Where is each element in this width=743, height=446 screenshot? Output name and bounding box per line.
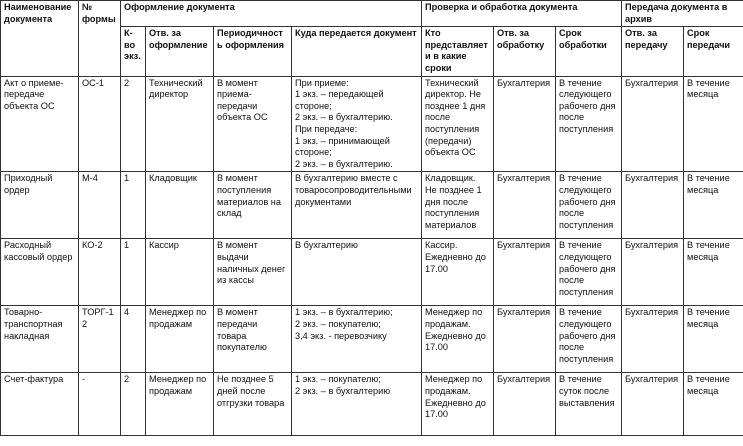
header-who-when: Кто представляет и в какие сроки (422, 27, 494, 76)
cell-proc-term: В течение следующего рабочего дня после поступления (556, 172, 622, 239)
header-where-sent: Куда передается документ (292, 27, 422, 76)
cell-who-when: Менеджер по продажам. Ежедневно до 17.00 (422, 373, 494, 436)
cell-form-no: КО-2 (79, 239, 121, 306)
table-row (1, 172, 743, 239)
cell-resp-exec: Менеджер по продажам (146, 373, 214, 436)
cell-proc-term: В течение следующего рабочего дня после поступления (556, 306, 622, 373)
cell-form-no: ТОРГ-12 (79, 306, 121, 373)
header-resp-transfer: Отв. за передачу (622, 27, 684, 76)
cell-resp-proc: Бухгалтерия (494, 373, 556, 436)
header-resp-exec: Отв. за оформление (146, 27, 214, 76)
cell-form-no: М-4 (79, 172, 121, 239)
cell-resp-exec: Технический директор (146, 76, 214, 172)
cell-proc-term: В течение следующего рабочего дня после поступления (556, 76, 622, 172)
cell-transfer-term: В течение месяца (684, 373, 743, 436)
header-row-top (1, 1, 743, 27)
cell-copies: 2 (121, 373, 146, 436)
cell-resp-proc: Бухгалтерия (494, 76, 556, 172)
header-transfer-term: Срок передачи (684, 27, 743, 76)
header-checking: Проверка и обработка документа (422, 1, 622, 27)
cell-resp-transfer: Бухгалтерия (622, 76, 684, 172)
cell-proc-term: В течение суток после выставления (556, 373, 622, 436)
cell-periodicity: В момент передачи товара покупателю (214, 306, 292, 373)
cell-resp-transfer: Бухгалтерия (622, 373, 684, 436)
cell-who-when: Технический директор. Не позднее 1 дня после поступления (передачи) объекта ОС (422, 76, 494, 172)
cell-copies: 1 (121, 172, 146, 239)
cell-periodicity: В момент поступления материалов на склад (214, 172, 292, 239)
cell-doc-name: Счет-фактура (1, 373, 79, 436)
cell-transfer-term: В течение месяца (684, 172, 743, 239)
table-row (1, 306, 743, 373)
table-row (1, 76, 743, 172)
cell-periodicity: В момент приема-передачи объекта ОС (214, 76, 292, 172)
cell-resp-proc: Бухгалтерия (494, 306, 556, 373)
cell-transfer-term: В течение месяца (684, 76, 743, 172)
cell-resp-proc: Бухгалтерия (494, 172, 556, 239)
cell-resp-exec: Менеджер по продажам (146, 306, 214, 373)
cell-doc-name: Приходный ордер (1, 172, 79, 239)
cell-resp-exec: Кладовщик (146, 172, 214, 239)
cell-transfer-term: В течение месяца (684, 306, 743, 373)
header-execution: Оформление документа (121, 1, 422, 27)
cell-resp-transfer: Бухгалтерия (622, 239, 684, 306)
header-copies: К-во экз. (121, 27, 146, 76)
cell-periodicity: В момент выдачи наличных денег из кассы (214, 239, 292, 306)
table-row (1, 373, 743, 436)
cell-doc-name: Товарно-транспортная накладная (1, 306, 79, 373)
cell-resp-transfer: Бухгалтерия (622, 306, 684, 373)
cell-resp-exec: Кассир (146, 239, 214, 306)
cell-copies: 2 (121, 76, 146, 172)
cell-where-sent: При приеме: 1 экз. – передающей стороне; 2 экз. – в бухгалтерию. При передаче: 1 экз. – принимающей стороне; 2 экз. – в бухгалтерию. (292, 76, 422, 172)
cell-resp-transfer: Бухгалтерия (622, 172, 684, 239)
cell-doc-name: Расходный кассовый ордер (1, 239, 79, 306)
header-doc-name: Наименование документа (1, 1, 79, 77)
header-periodicity: Периодичность оформления (214, 27, 292, 76)
cell-resp-proc: Бухгалтерия (494, 239, 556, 306)
cell-where-sent: В бухгалтерию (292, 239, 422, 306)
cell-copies: 4 (121, 306, 146, 373)
cell-where-sent: 1 экз. – покупателю; 2 экз. – в бухгалтерию (292, 373, 422, 436)
header-form-no: № формы (79, 1, 121, 77)
table-row (1, 239, 743, 306)
header-proc-term: Срок обработки (556, 27, 622, 76)
cell-where-sent: В бухгалтерию вместе с товаросопроводительными документами (292, 172, 422, 239)
cell-form-no: ОС-1 (79, 76, 121, 172)
cell-proc-term: В течение следующего рабочего дня после поступления (556, 239, 622, 306)
header-resp-proc: Отв. за обработку (494, 27, 556, 76)
cell-form-no: - (79, 373, 121, 436)
cell-copies: 1 (121, 239, 146, 306)
header-archive: Передача документа в архив (622, 1, 743, 27)
cell-who-when: Менеджер по продажам. Ежедневно до 17.00 (422, 306, 494, 373)
cell-who-when: Кладовщик. Не позднее 1 дня после поступления материалов (422, 172, 494, 239)
cell-who-when: Кассир. Ежедневно до 17.00 (422, 239, 494, 306)
cell-transfer-term: В течение месяца (684, 239, 743, 306)
cell-doc-name: Акт о приеме-передаче объекта ОС (1, 76, 79, 172)
cell-periodicity: Не позднее 5 дней после отгрузки товара (214, 373, 292, 436)
cell-where-sent: 1 экз. – в бухгалтерию; 2 экз. – покупателю; 3,4 экз. - перевозчику (292, 306, 422, 373)
